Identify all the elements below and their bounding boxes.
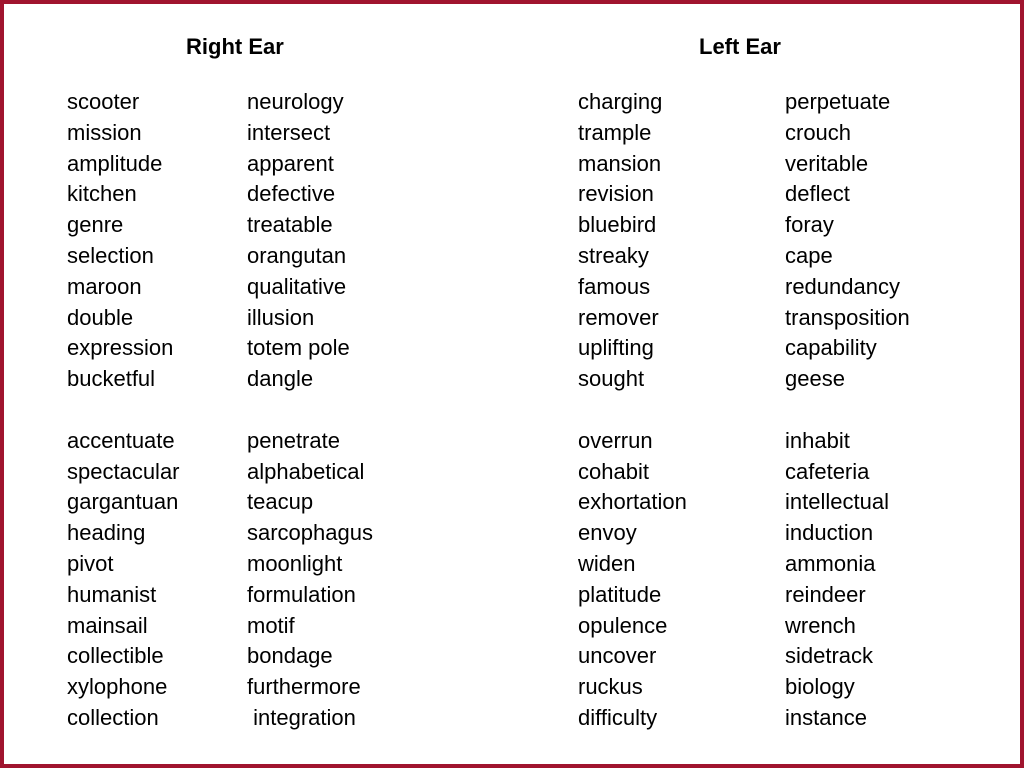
word-item: biology — [785, 674, 855, 700]
word-item: bondage — [247, 643, 333, 669]
word-item: ruckus — [578, 674, 643, 700]
word-item: mission — [67, 119, 142, 145]
word-item: genre — [67, 212, 124, 238]
word-item: inhabit — [785, 427, 850, 453]
word-item: intersect — [247, 119, 331, 145]
word-item: deflect — [785, 181, 850, 207]
word-item: veritable — [785, 150, 869, 176]
word-item: maroon — [67, 273, 142, 299]
word-item: neurology — [247, 89, 344, 114]
word-item: streaky — [578, 242, 649, 268]
word-item: exhortation — [578, 489, 687, 515]
word-item: revision — [578, 181, 654, 207]
group-spacer — [785, 395, 910, 426]
word-item: qualitative — [247, 273, 347, 299]
word-item: defective — [247, 181, 336, 207]
word-item: famous — [578, 273, 651, 299]
word-item: kitchen — [67, 181, 137, 207]
word-item: selection — [67, 242, 154, 268]
word-item: cape — [785, 242, 833, 268]
left-ear-heading: Left Ear — [699, 34, 781, 59]
word-item: motif — [247, 612, 295, 638]
word-item: alphabetical — [247, 458, 365, 484]
word-item: mainsail — [67, 612, 148, 638]
left-ear-column-2 — [785, 87, 910, 734]
word-item: uncover — [578, 643, 657, 669]
word-item: formulation — [247, 581, 356, 607]
word-item: collectible — [67, 643, 164, 669]
word-item: apparent — [247, 150, 334, 176]
word-item: scooter — [67, 89, 140, 114]
word-item: moonlight — [247, 550, 343, 576]
word-item: remover — [578, 304, 659, 330]
word-item: dangle — [247, 366, 314, 392]
right-ear-column-2 — [247, 87, 373, 734]
group-spacer — [578, 395, 687, 426]
word-item: double — [67, 304, 134, 330]
word-item: redundancy — [785, 273, 900, 299]
word-item: capability — [785, 335, 877, 361]
word-item: transposition — [785, 304, 910, 330]
word-item: instance — [785, 704, 867, 730]
word-item: trample — [578, 119, 652, 145]
word-item: perpetuate — [785, 89, 891, 114]
word-item: penetrate — [247, 427, 340, 453]
word-item: pivot — [67, 550, 114, 576]
word-item: bluebird — [578, 212, 657, 238]
word-item: widen — [578, 550, 636, 576]
word-item: spectacular — [67, 458, 180, 484]
word-item: amplitude — [67, 150, 163, 176]
word-item: accentuate — [67, 427, 175, 453]
word-item: heading — [67, 520, 146, 546]
left-ear-column-1 — [578, 87, 687, 734]
right-ear-heading: Right Ear — [186, 34, 284, 59]
word-item: wrench — [785, 612, 856, 638]
group-spacer — [247, 395, 373, 426]
word-item: intellectual — [785, 489, 889, 515]
word-item: reindeer — [785, 581, 866, 607]
word-item: orangutan — [247, 242, 347, 268]
word-item: overrun — [578, 427, 653, 453]
word-item: gargantuan — [67, 489, 179, 515]
right-ear-column-1 — [67, 87, 180, 734]
word-item: illusion — [247, 304, 315, 330]
word-item: ammonia — [785, 550, 876, 576]
word-item: induction — [785, 520, 874, 546]
word-item: envoy — [578, 520, 637, 546]
word-item: cafeteria — [785, 458, 870, 484]
word-item: difficulty — [578, 704, 658, 730]
word-item: platitude — [578, 581, 662, 607]
word-item: sarcophagus — [247, 520, 373, 546]
word-item: uplifting — [578, 335, 654, 361]
word-item: bucketful — [67, 366, 156, 392]
word-item: opulence — [578, 612, 668, 638]
word-item: treatable — [247, 212, 333, 238]
word-item: charging — [578, 89, 663, 114]
word-item: sidetrack — [785, 643, 874, 669]
word-item: furthermore — [247, 674, 361, 700]
word-item: cohabit — [578, 458, 649, 484]
word-item: crouch — [785, 119, 852, 145]
word-item: totem pole — [247, 335, 350, 361]
word-item: sought — [578, 366, 645, 392]
word-item: expression — [67, 335, 174, 361]
word-item: geese — [785, 366, 845, 392]
word-item: xylophone — [67, 674, 168, 700]
word-item: mansion — [578, 150, 662, 176]
word-item: humanist — [67, 581, 157, 607]
word-item: teacup — [247, 489, 314, 515]
word-item: integration — [247, 704, 356, 730]
word-item: foray — [785, 212, 834, 238]
word-item: collection — [67, 704, 159, 730]
group-spacer — [67, 395, 180, 426]
